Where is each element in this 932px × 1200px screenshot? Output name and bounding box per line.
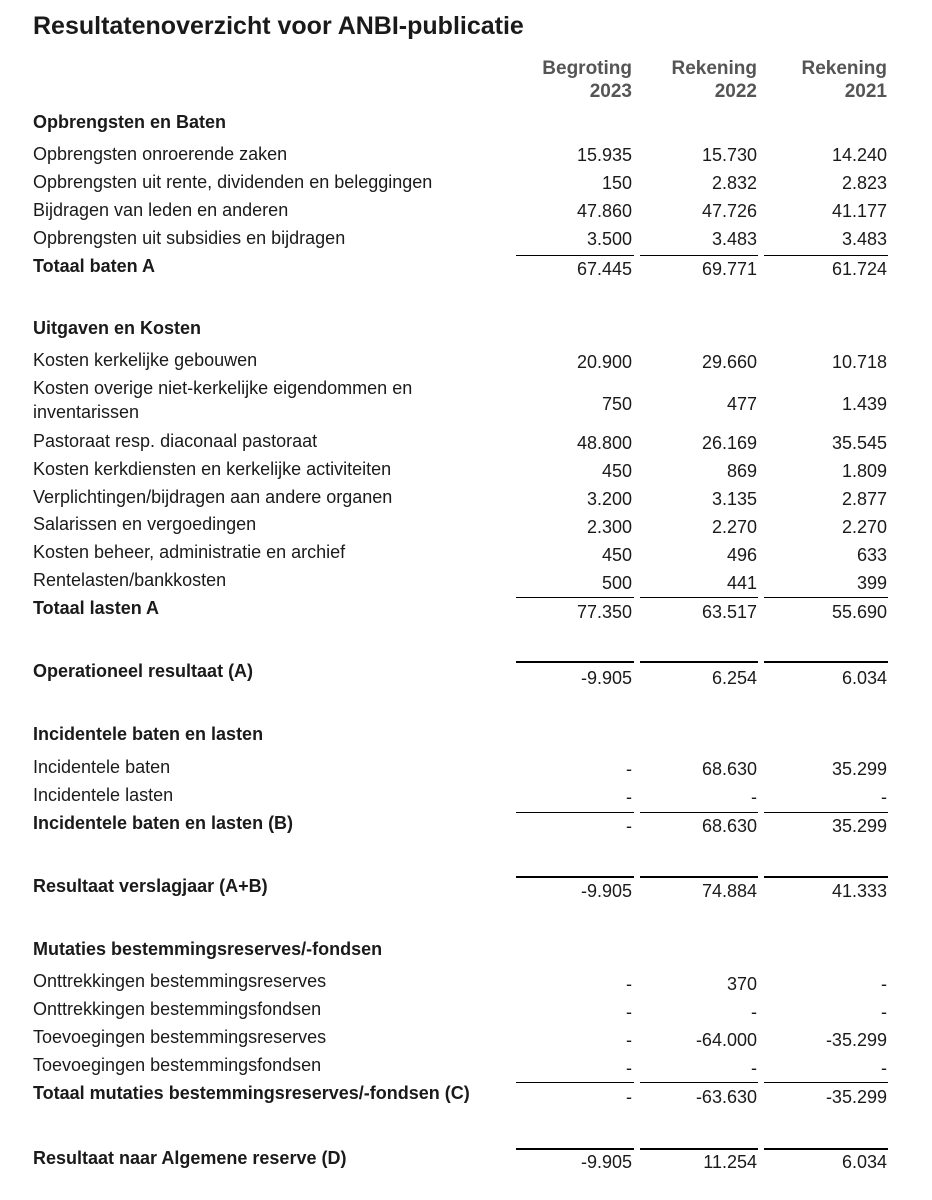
row-value: 10.718 (831, 352, 887, 372)
row-value: -35.299 (825, 1087, 887, 1107)
rule-line (640, 1148, 758, 1150)
row-value: 2.823 (841, 173, 887, 193)
row-value: 68.630 (701, 816, 757, 836)
row-label: Kosten kerkelijke gebouwen (33, 350, 258, 370)
row-value: - (626, 759, 632, 779)
row-value: 68.630 (701, 759, 757, 779)
column-header-line1: Begroting (542, 58, 632, 79)
row-value: 3.483 (711, 229, 757, 249)
rule-line (516, 812, 634, 813)
row-value: 869 (726, 461, 757, 481)
row-value: 11.254 (703, 1152, 757, 1172)
row-value: 6.034 (841, 668, 887, 688)
row-value: 6.254 (711, 668, 757, 688)
row-label: Incidentele lasten (33, 785, 174, 805)
row-value: -35.299 (825, 1030, 887, 1050)
row-value: 477 (726, 394, 757, 414)
row-value: 15.935 (576, 145, 632, 165)
row-label: Rentelasten/bankkosten (33, 570, 227, 590)
row-value: - (626, 1058, 632, 1078)
row-label: Kosten kerkdiensten en kerkelijke activiteiten (33, 459, 392, 479)
row-label: Toevoegingen bestemmingsfondsen (33, 1055, 322, 1075)
row-label: Salarissen en vergoedingen (33, 514, 257, 534)
row-value: 20.900 (576, 352, 632, 372)
section-heading: Mutaties bestemmingsreserves/-fondsen (33, 939, 383, 959)
column-header-line2: 2023 (589, 81, 632, 102)
rule-line (640, 661, 758, 663)
row-value: 35.545 (831, 433, 887, 453)
row-value: 2.270 (841, 517, 887, 537)
row-value: 399 (856, 573, 887, 593)
section-heading: Uitgaven en Kosten (33, 318, 202, 338)
row-value: 26.169 (701, 433, 757, 453)
row-label: Pastoraat resp. diaconaal pastoraat (33, 431, 318, 451)
row-value: 15.730 (701, 145, 757, 165)
row-label: Opbrengsten onroerende zaken (33, 144, 288, 164)
rule-line (516, 1148, 634, 1150)
rule-line (764, 1148, 888, 1150)
row-value: -9.905 (580, 881, 632, 901)
row-value: -9.905 (580, 668, 632, 688)
rule-line (516, 876, 634, 878)
row-value: 150 (601, 173, 632, 193)
row-value: - (881, 974, 887, 994)
row-value: 55.690 (831, 602, 887, 622)
row-value: - (626, 1030, 632, 1050)
total-label: Resultaat verslagjaar (A+B) (33, 876, 268, 896)
row-value: 370 (726, 974, 757, 994)
row-label: Opbrengsten uit subsidies en bijdragen (33, 228, 346, 248)
column-header-line1: Rekening (801, 58, 887, 79)
row-value: - (751, 1002, 757, 1022)
row-value: 1.439 (841, 394, 887, 414)
rule-line (764, 661, 888, 663)
section-heading: Opbrengsten en Baten (33, 112, 227, 132)
row-value: 1.809 (841, 461, 887, 481)
total-label: Incidentele baten en lasten (B) (33, 813, 294, 833)
row-value: - (626, 1002, 632, 1022)
row-value: 496 (726, 545, 757, 565)
row-value: 77.350 (576, 602, 632, 622)
row-label: Onttrekkingen bestemmingsfondsen (33, 999, 322, 1019)
row-value: 2.300 (586, 517, 632, 537)
column-header-line2: 2021 (844, 81, 887, 102)
row-value: 41.333 (831, 881, 887, 901)
row-value: 633 (856, 545, 887, 565)
row-value: 67.445 (576, 259, 632, 279)
column-header (542, 57, 632, 103)
total-label: Resultaat naar Algemene reserve (D) (33, 1148, 347, 1168)
row-value: - (751, 1058, 757, 1078)
row-value: 61.724 (831, 259, 887, 279)
rule-line (764, 1082, 888, 1083)
row-value: - (881, 1058, 887, 1078)
column-header-line1: Rekening (671, 58, 757, 79)
row-label: Kosten overige niet-kerkelijke eigendommen en inventarissen (33, 378, 413, 422)
row-value: -64.000 (695, 1030, 757, 1050)
row-value: 2.877 (841, 489, 887, 509)
row-value: 69.771 (701, 259, 757, 279)
total-label: Totaal mutaties bestemmingsreserves/-fondsen (C) (33, 1083, 470, 1103)
rule-line (640, 812, 758, 813)
rule-line (764, 876, 888, 878)
rule-line (764, 597, 888, 598)
row-value: 3.500 (586, 229, 632, 249)
row-value: 3.135 (711, 489, 757, 509)
row-value: 450 (601, 545, 632, 565)
rule-line (640, 1082, 758, 1083)
row-value: 41.177 (831, 201, 887, 221)
row-value: 47.726 (701, 201, 757, 221)
row-label: Bijdragen van leden en anderen (33, 200, 289, 220)
row-label: Kosten beheer, administratie en archief (33, 542, 346, 562)
row-value: 2.270 (711, 517, 757, 537)
rule-line (640, 597, 758, 598)
row-value: 750 (601, 394, 632, 414)
row-value: -9.905 (580, 1152, 632, 1172)
row-label: Toevoegingen bestemmingsreserves (33, 1027, 327, 1047)
row-value: - (881, 1002, 887, 1022)
rule-line (516, 255, 634, 256)
row-value: 441 (726, 573, 757, 593)
row-value: - (881, 787, 887, 807)
row-label: Opbrengsten uit rente, dividenden en beleggingen (33, 172, 433, 192)
row-value: 35.299 (831, 759, 887, 779)
rule-line (516, 1082, 634, 1083)
page-title: Resultatenoverzicht voor ANBI-publicatie (33, 12, 524, 40)
rule-line (640, 255, 758, 256)
row-value: -63.630 (695, 1087, 757, 1107)
section-heading: Incidentele baten en lasten (33, 724, 264, 744)
row-value: 2.832 (711, 173, 757, 193)
column-header (801, 57, 887, 103)
row-value: 63.517 (701, 602, 757, 622)
row-value: 35.299 (831, 816, 887, 836)
row-value: - (751, 787, 757, 807)
row-value: - (626, 816, 632, 836)
total-label: Totaal baten A (33, 256, 156, 276)
column-header-line2: 2022 (714, 81, 757, 102)
total-label: Operationeel resultaat (A) (33, 661, 254, 681)
rule-line (640, 876, 758, 878)
row-label: Verplichtingen/bijdragen aan andere organen (33, 487, 393, 507)
rule-line (764, 255, 888, 256)
row-label: Onttrekkingen bestemmingsreserves (33, 971, 327, 991)
row-value: - (626, 1087, 632, 1107)
rule-line (764, 812, 888, 813)
row-value: 450 (601, 461, 632, 481)
row-label: Incidentele baten (33, 757, 171, 777)
row-value: 48.800 (576, 433, 632, 453)
row-value: 29.660 (701, 352, 757, 372)
row-value: - (626, 787, 632, 807)
total-label: Totaal lasten A (33, 598, 160, 618)
rule-line (516, 597, 634, 598)
row-value: 500 (601, 573, 632, 593)
row-value: 3.200 (586, 489, 632, 509)
row-value: 3.483 (841, 229, 887, 249)
column-header (671, 57, 757, 103)
row-value: 47.860 (576, 201, 632, 221)
row-value: 74.884 (701, 881, 757, 901)
rule-line (516, 661, 634, 663)
row-value: - (626, 974, 632, 994)
row-value: 14.240 (831, 145, 887, 165)
row-value: 6.034 (841, 1152, 887, 1172)
